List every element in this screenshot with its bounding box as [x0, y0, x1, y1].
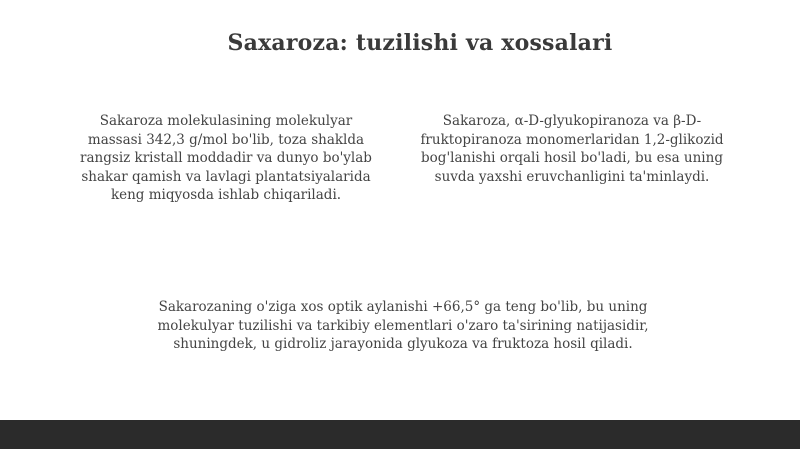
paragraph-structure: Sakaroza, α-D-glyukopiranoza va β-D-fruktopiranoza monomerlaridan 1,2-glikozid bog'lanishi orqali hosil bo'ladi, bu esa uning suvda yaxshi eruvchanligini ta'minlaydi.: [420, 113, 724, 185]
footer-bar: [0, 420, 800, 449]
paragraph-molecular-mass: Sakaroza molekulasining molekulyar massasi 342,3 g/mol bo'lib, toza shaklda rangsiz kristall moddadir va dunyo bo'ylab shakar qamish va lavlagi plantatsiyalarida keng miqyosda ishlab chiqariladi.: [80, 113, 372, 203]
paragraph-optical-rotation: Sakarozaning o'ziga xos optik aylanishi +66,5° ga teng bo'lib, bu uning molekulyar tuzilishi va tarkibiy elementlari o'zaro ta'sirining natijasidir, shuningdek, u gidroliz jarayonida glyukoza va fruktoza hosil qiladi.: [157, 299, 649, 352]
slide-title: Saxaroza: tuzilishi va xossalari: [227, 30, 613, 56]
